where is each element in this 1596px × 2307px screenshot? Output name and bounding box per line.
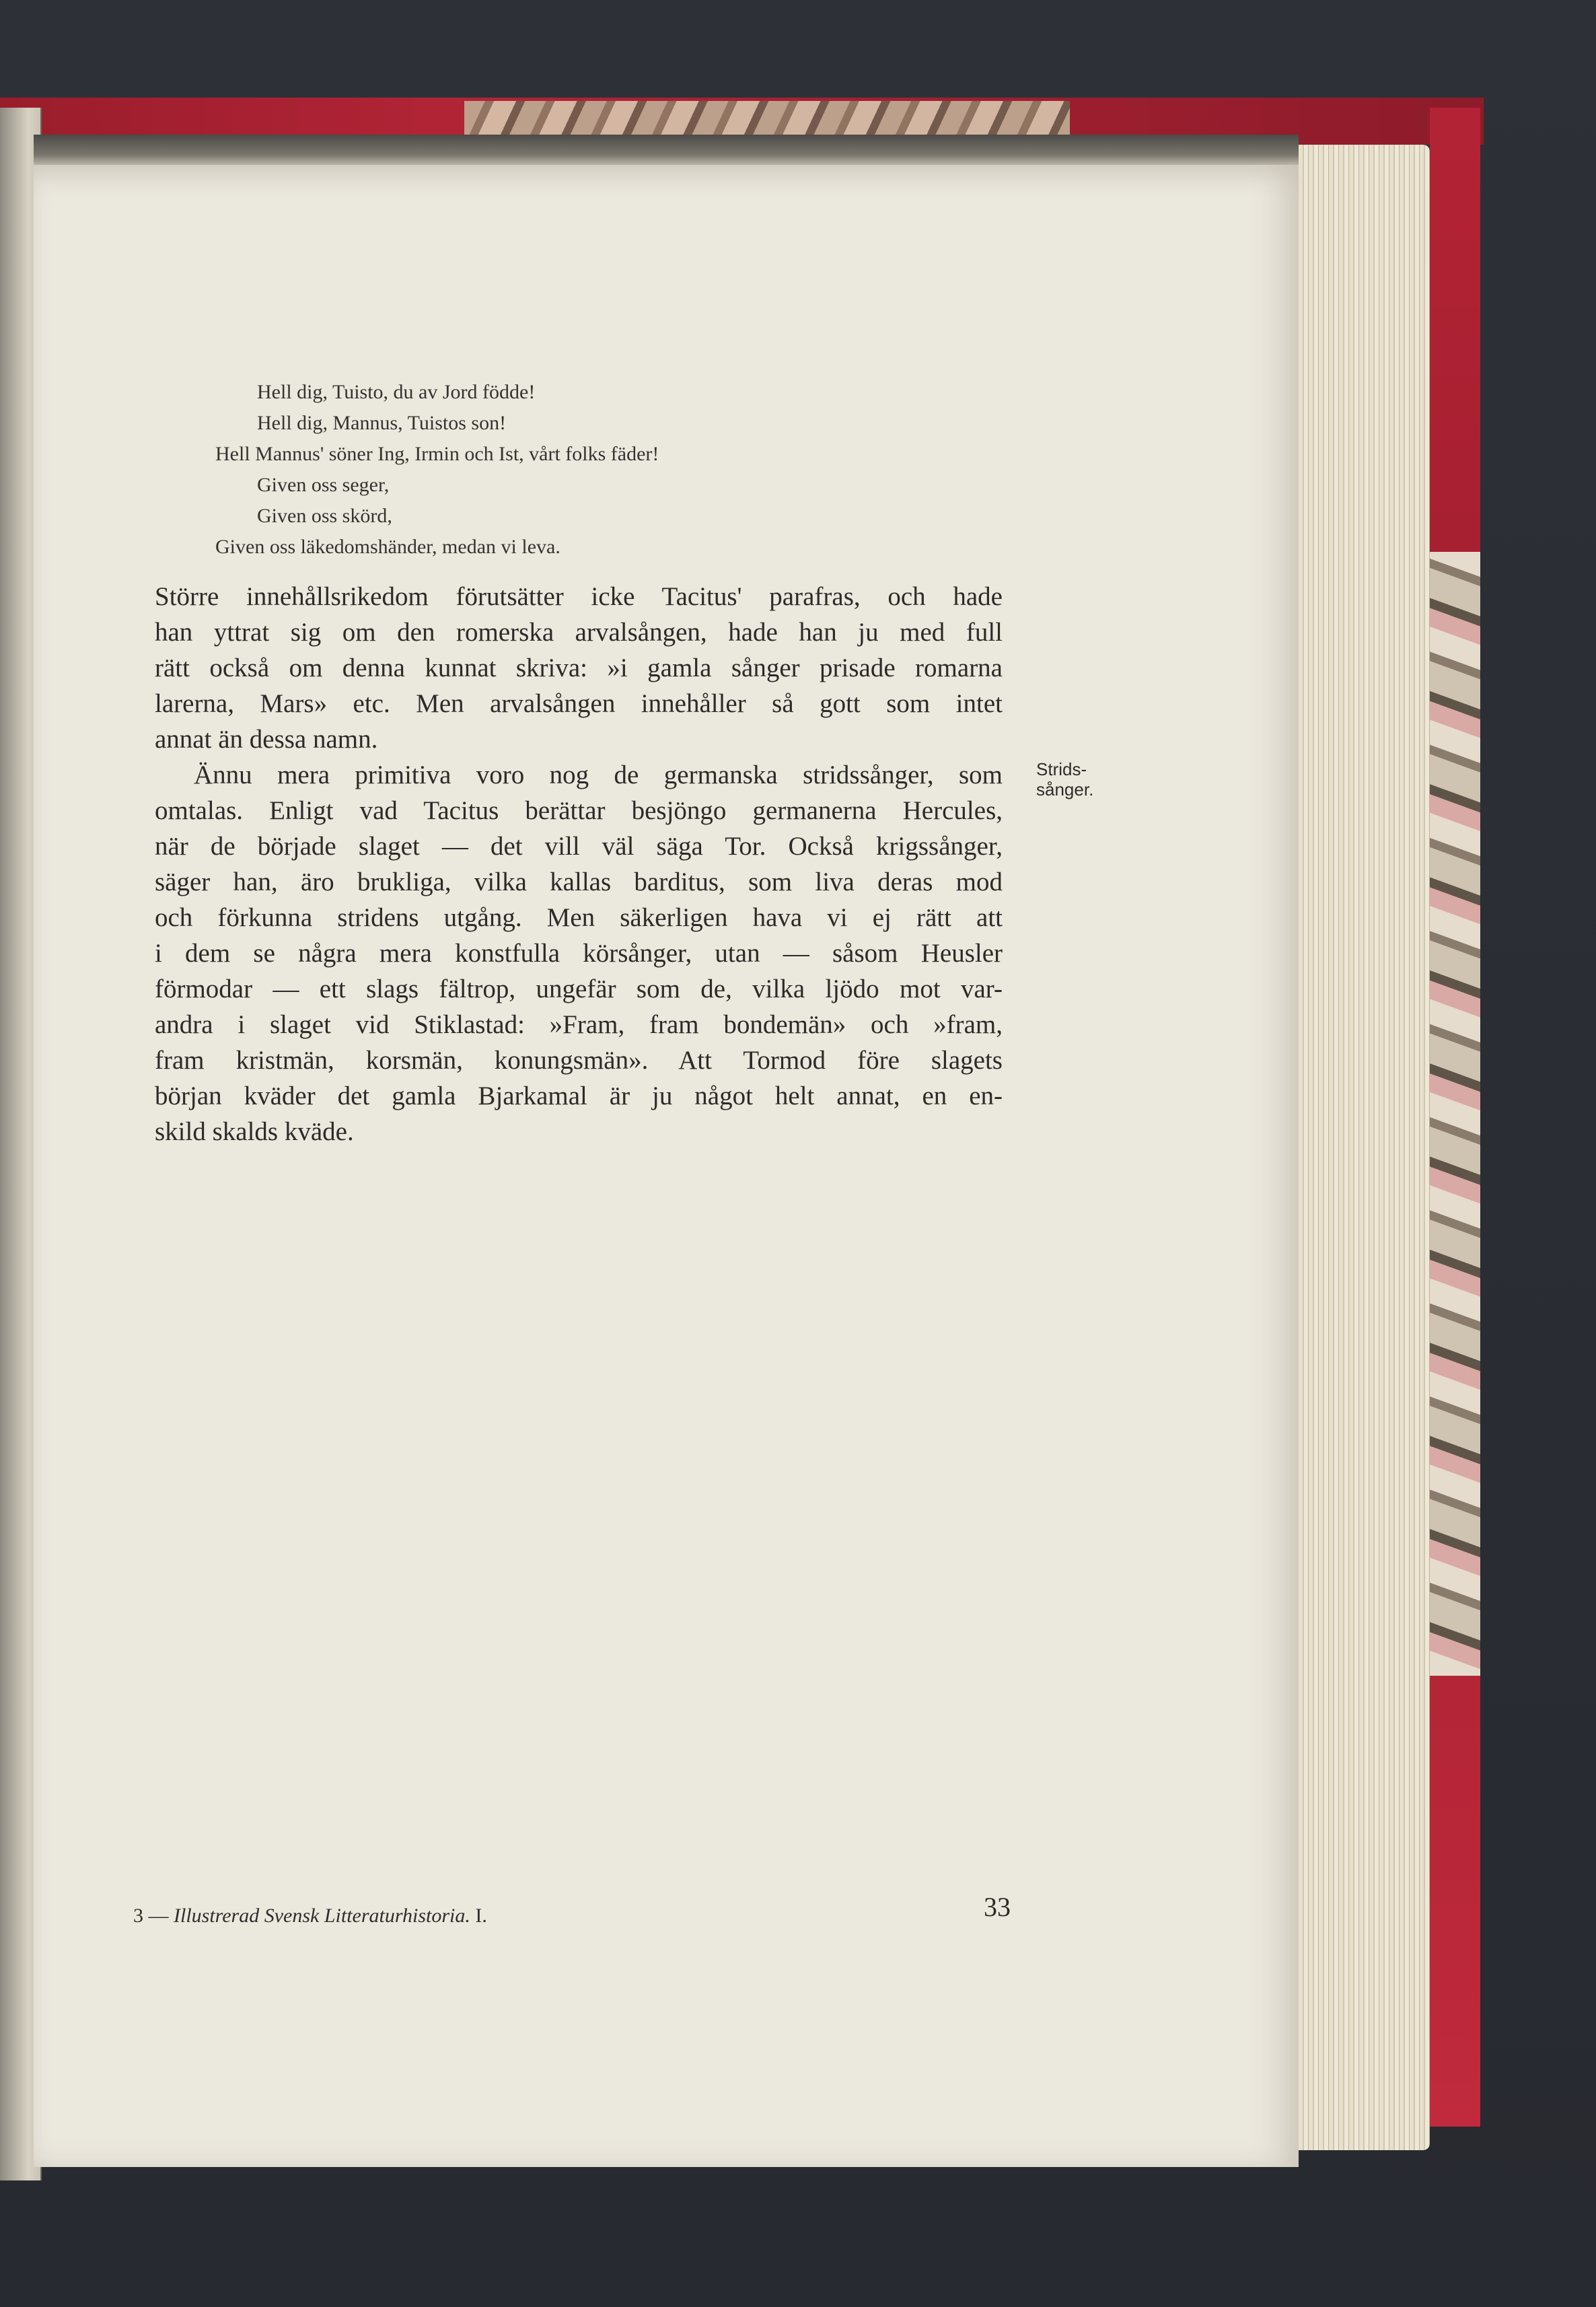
- text-line: och förkunna stridens utgång. Men säkerligen hava vi ej rätt att: [155, 903, 1003, 932]
- marbled-endpaper-right: [1430, 552, 1480, 1676]
- text-line: fram kristmän, korsmän, konungsmän». Att Tormod före slagets: [155, 1046, 1003, 1075]
- poem-line: Hell dig, Mannus, Tuistos son!: [257, 412, 507, 434]
- page-edges: [1278, 145, 1430, 2150]
- signature-dash: —: [148, 1905, 169, 1927]
- margin-note-line: sånger.: [1036, 779, 1094, 800]
- poem-line: Hell Mannus' söner Ing, Irmin och Ist, vårt folks fäder!: [215, 443, 659, 465]
- text-line: säger han, äro brukliga, vilka kallas barditus, som liva deras mod: [155, 867, 1003, 896]
- text-line: början kväder det gamla Bjarkamal är ju något helt annat, en en-: [155, 1081, 1003, 1110]
- paragraph-1: [155, 579, 1003, 757]
- text-line: larerna, Mars» etc. Men arvalsången innehåller så gott som intet: [155, 689, 1003, 718]
- text-line: Ännu mera primitiva voro nog de germanska stridssånger, som: [194, 760, 1003, 789]
- text-line: förmodar — ett slags fältrop, ungefär som de, vilka ljödo mot var-: [155, 974, 1003, 1003]
- margin-note: [1036, 759, 1093, 800]
- poem-line: Given oss seger,: [257, 474, 390, 496]
- poem-block: [215, 377, 955, 563]
- text-line: han yttrat sig om den romerska arvalsången, hade han ju med full: [155, 618, 1003, 647]
- book-title: Illustrerad Svensk Litteraturhistoria.: [174, 1905, 470, 1927]
- footer-signature: [133, 1905, 487, 1927]
- text-line: i dem se några mera konstfulla körsånger, utan — såsom Heusler: [155, 939, 1003, 968]
- text-line: andra i slaget vid Stiklastad: »Fram, fram bondemän» och »fram,: [155, 1010, 1003, 1039]
- text-line: omtalas. Enligt vad Tacitus berättar besjöngo germanerna Hercules,: [155, 796, 1003, 825]
- margin-note-line: Strids-: [1036, 759, 1087, 779]
- text-line: Större innehållsrikedom förutsätter icke Tacitus' parafras, och hade: [155, 582, 1003, 611]
- text-line: när de började slaget — det vill väl säga Tor. Också krigssånger,: [155, 832, 1003, 861]
- page-top-shadow: [34, 135, 1299, 168]
- paragraph-2: [155, 757, 1003, 1149]
- text-line: skild skalds kväde.: [155, 1117, 354, 1146]
- page-number: 33: [984, 1892, 1011, 1922]
- poem-line: Hell dig, Tuisto, du av Jord födde!: [257, 381, 536, 403]
- poem-line: Given oss skörd,: [257, 505, 392, 527]
- volume-number: I.: [475, 1905, 487, 1927]
- text-line: annat än dessa namn.: [155, 725, 378, 754]
- poem-line: Given oss läkedomshänder, medan vi leva.: [215, 536, 560, 558]
- body-text: [155, 579, 1003, 1149]
- text-line: rätt också om denna kunnat skriva: »i gamla sånger prisade romarna: [155, 653, 1003, 682]
- signature-number: 3: [133, 1905, 143, 1927]
